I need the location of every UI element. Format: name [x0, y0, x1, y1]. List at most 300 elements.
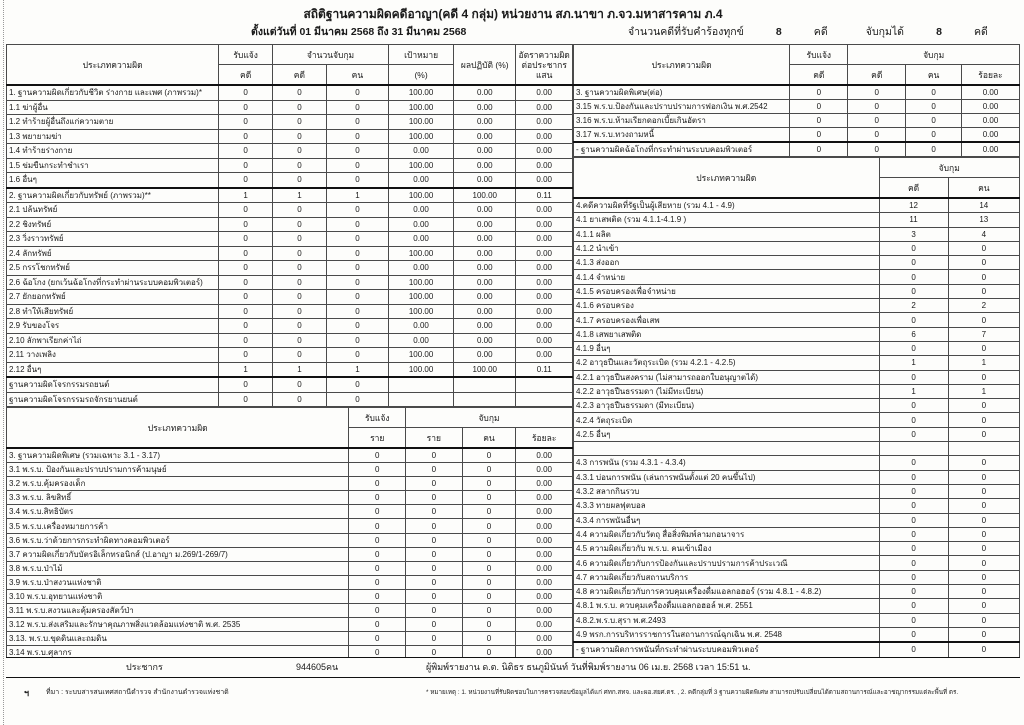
value-cell: 0.00	[389, 333, 454, 348]
offense-label-cell: 4.1 ยาเสพติด (รวม 4.1.1-4.1.9 )	[574, 213, 880, 227]
population-label: ประชากร	[126, 662, 163, 672]
value-cell: 0	[879, 270, 948, 284]
value-cell: 0	[879, 370, 948, 384]
offense-label-cell: 3.11 พ.ร.บ.สงวนและคุ้มครองสัตว์ป่า	[7, 604, 349, 618]
value-cell: 0.00	[516, 173, 573, 188]
arrested-cases-label: จับกุมได้	[865, 26, 904, 38]
value-cell: 0	[790, 100, 848, 114]
offense-label-cell: 4.9 พรก.การบริหารราชการในสถานการณ์ฉุกเฉิน พ.ศ. 2548	[574, 627, 880, 642]
table-row	[574, 313, 1020, 327]
value-cell: 100.00	[454, 188, 516, 203]
value-cell: 0	[948, 570, 1019, 584]
offense-label-cell: 4.2 อาวุธปืนและวัตถุระเบิด (รวม 4.2.1 - 4.2.5)	[574, 356, 880, 370]
value-cell: 0.00	[454, 173, 516, 188]
value-cell: 0	[879, 256, 948, 270]
value-cell: 0	[349, 604, 406, 618]
value-cell: 0	[462, 561, 516, 575]
value-cell: 2	[879, 299, 948, 313]
value-cell: 0	[906, 100, 962, 114]
value-cell: 1	[273, 188, 327, 203]
value-cell	[516, 392, 573, 407]
value-cell: 0.00	[516, 519, 573, 533]
value-cell: 0	[219, 348, 273, 363]
value-cell: 0	[406, 547, 463, 561]
offense-label-cell: 2.4 ลักทรัพย์	[7, 246, 219, 261]
value-cell: 0	[326, 246, 388, 261]
table-row	[574, 128, 1020, 143]
table-row	[574, 456, 1020, 470]
value-cell: 0.00	[516, 618, 573, 632]
table-row	[574, 284, 1020, 298]
value-cell: 0	[462, 463, 516, 477]
value-cell: 0.00	[389, 203, 454, 218]
value-cell: 0	[948, 513, 1019, 527]
value-cell: 0	[948, 470, 1019, 484]
value-cell: 0.00	[454, 100, 516, 115]
value-cell: 0	[219, 144, 273, 159]
value-cell: 0	[273, 392, 327, 407]
value-cell: 0.00	[516, 85, 573, 100]
value-cell: 1	[326, 362, 388, 377]
value-cell: 0	[219, 392, 273, 407]
offense-label-cell: 2.9 รับของโจร	[7, 319, 219, 334]
value-cell: 0	[406, 533, 463, 547]
value-cell: 0	[948, 413, 1019, 427]
value-cell	[389, 392, 454, 407]
table-row	[574, 499, 1020, 513]
table-row	[7, 589, 573, 603]
value-cell: 0	[406, 646, 463, 657]
col-reported-group: รับแจ้ง	[349, 408, 406, 428]
offense-label-cell: 4.2.5 อื่นๆ	[574, 427, 880, 441]
offense-label-cell: 3.7 ความผิดเกี่ยวกับบัตรอิเล็กทรอนิกส์ (ป.อาญา ม.269/1-269/7)	[7, 547, 349, 561]
offense-label-cell: 3.12 พ.ร.บ.ส่งเสริมและรักษาคุณภาพสิ่งแวดล้อมแห่งชาติ พ.ศ. 2535	[7, 618, 349, 632]
value-cell: 0	[948, 399, 1019, 413]
offense-rows-life-property	[7, 85, 573, 407]
value-cell: 0	[848, 114, 906, 128]
offense-label-cell: 4.1.3 ส่งออก	[574, 256, 880, 270]
value-cell: 0	[948, 613, 1019, 627]
value-cell: 4	[948, 227, 1019, 241]
subcol-arrest-count: ราย	[406, 428, 463, 449]
value-cell: 0.00	[516, 477, 573, 491]
remark-note: * หมายเหตุ : 1. หน่วยงานที่รับผิดชอบในการตรวจสอบข้อมูลได้แก่ ศทก.สทจ. และผอ.สยศ.ตร. , 2. คดีกลุ่มที่ 3 ฐานความผิดพิเศษ สามารถปรับเปลี่ยนได้ตามสถานการณ์และอาชญากรรมแต่ละพื้นที่ ตร.	[426, 689, 959, 696]
value-cell: 0	[273, 100, 327, 115]
table-row	[7, 203, 573, 218]
table-row	[574, 384, 1020, 398]
value-cell: 0	[326, 290, 388, 305]
subcol-reported-count: ราย	[349, 428, 406, 449]
offense-label-cell: 3.2 พ.ร.บ.คุ้มครองเด็ก	[7, 477, 349, 491]
value-cell: 0.00	[389, 319, 454, 334]
value-cell: 1	[326, 188, 388, 203]
value-cell: 0	[948, 484, 1019, 498]
value-cell: 0.00	[454, 304, 516, 319]
offense-label-cell: 3.10 พ.ร.บ.อุทยานแห่งชาติ	[7, 589, 349, 603]
value-cell: 100.00	[389, 100, 454, 115]
value-cell: 0	[273, 333, 327, 348]
table-row	[7, 275, 573, 290]
table-row	[7, 463, 573, 477]
col-arrest-group: จำนวนจับกุม	[273, 45, 389, 65]
value-cell: 0	[273, 232, 327, 247]
col-arrest-group: จับกุม	[848, 45, 1020, 65]
value-cell: 0	[879, 642, 948, 657]
value-cell: 0.00	[962, 85, 1020, 100]
value-cell: 0	[462, 448, 516, 463]
value-cell: 100.00	[389, 275, 454, 290]
value-cell: 0	[406, 463, 463, 477]
value-cell: 0	[273, 246, 327, 261]
value-cell: 0	[219, 85, 273, 100]
value-cell: 0	[879, 284, 948, 298]
value-cell: 1	[879, 356, 948, 370]
col-offense-type: ประเภทความผิด	[7, 408, 349, 449]
value-cell: 0	[879, 542, 948, 556]
value-cell: 0.00	[516, 217, 573, 232]
value-cell: 0	[462, 618, 516, 632]
value-cell: 0	[462, 589, 516, 603]
offense-label-cell: 2.12 อื่นๆ	[7, 362, 219, 377]
value-cell: 0	[948, 256, 1019, 270]
subcol-cases: คดี	[790, 65, 848, 86]
table-row	[574, 356, 1020, 370]
value-cell: 0.00	[962, 142, 1020, 157]
value-cell: 0	[948, 499, 1019, 513]
value-cell: 0	[219, 275, 273, 290]
offense-label-cell: 2.3 วิ่งราวทรัพย์	[7, 232, 219, 247]
value-cell: 0	[879, 341, 948, 355]
table-row	[574, 585, 1020, 599]
value-cell: 0	[848, 128, 906, 143]
value-cell: 0.00	[962, 128, 1020, 143]
offense-label-cell: 4.4 ความผิดเกี่ยวกับวัตถุ สื่อสิ่งพิมพ์ลามกอนาจาร	[574, 527, 880, 541]
value-cell: 0.00	[516, 232, 573, 247]
value-cell: 0	[948, 627, 1019, 642]
subtitle-row	[6, 25, 1020, 40]
col-reported-group: รับแจ้ง	[219, 45, 273, 65]
subcol-persons: คน	[948, 178, 1019, 199]
table-row	[574, 85, 1020, 100]
received-cases-label: จำนวนคดีที่รับคำร้องทุกข์	[627, 26, 744, 38]
value-cell: 0	[948, 599, 1019, 613]
table-row	[574, 270, 1020, 284]
table-row	[7, 491, 573, 505]
value-cell: 0	[219, 115, 273, 130]
offense-label-cell: 4.8.1 พ.ร.บ. ควบคุมเครื่องดื่มแอลกอฮอล์ พ.ศ. 2551	[574, 599, 880, 613]
value-cell: 0	[326, 144, 388, 159]
value-cell: 100.00	[389, 158, 454, 173]
value-cell: 0	[326, 100, 388, 115]
table-row	[574, 241, 1020, 255]
value-cell: 0	[406, 505, 463, 519]
table-row	[7, 618, 573, 632]
value-cell: 0.00	[454, 85, 516, 100]
value-cell: 0	[879, 470, 948, 484]
value-cell: 0.00	[454, 246, 516, 261]
subcol-percent: ร้อยละ	[516, 428, 573, 449]
value-cell: 0.00	[454, 333, 516, 348]
value-cell: 0	[326, 173, 388, 188]
value-cell: 0	[948, 284, 1019, 298]
value-cell: 0.00	[389, 217, 454, 232]
value-cell: 0	[879, 456, 948, 470]
value-cell: 0	[948, 370, 1019, 384]
value-cell	[516, 377, 573, 392]
value-cell: 0	[879, 484, 948, 498]
value-cell: 0	[879, 313, 948, 327]
table-row	[7, 304, 573, 319]
value-cell: 0	[349, 519, 406, 533]
value-cell: 0	[219, 261, 273, 276]
table-row	[7, 575, 573, 589]
table-row	[7, 533, 573, 547]
value-cell: 0	[790, 85, 848, 100]
value-cell: 0	[879, 499, 948, 513]
value-cell: 0	[273, 173, 327, 188]
value-cell: 0	[326, 158, 388, 173]
offense-label-cell: 1.3 พยายามฆ่า	[7, 129, 219, 144]
value-cell: 1	[948, 384, 1019, 398]
value-cell: 0.00	[454, 261, 516, 276]
offense-label-cell: ฐานความผิดโจรกรรมรถจักรยานยนต์	[7, 392, 219, 407]
value-cell: 0	[948, 542, 1019, 556]
value-cell: 0	[326, 319, 388, 334]
value-cell: 1	[273, 362, 327, 377]
value-cell	[948, 442, 1019, 456]
value-cell: 0	[948, 241, 1019, 255]
value-cell: 0	[273, 348, 327, 363]
source-note: ที่มา : ระบบสารสนเทศสถานีตำรวจ สำนักงานตำรวจแห่งชาติ	[46, 689, 229, 696]
table-row	[7, 646, 573, 657]
value-cell	[879, 442, 948, 456]
value-cell: 0	[406, 477, 463, 491]
table-row	[7, 448, 573, 463]
table-row	[574, 256, 1020, 270]
offense-label-cell: 2. ฐานความผิดเกี่ยวกับทรัพย์ (ภาพรวม)**	[7, 188, 219, 203]
table-row	[574, 227, 1020, 241]
value-cell: 0	[349, 505, 406, 519]
offense-label-cell: - ฐานความผิดฉ้อโกงที่กระทำผ่านระบบคอมพิวเตอร์	[574, 142, 790, 157]
value-cell: 0	[326, 85, 388, 100]
offense-label-cell: 3.1 พ.ร.บ. ป้องกันและปราบปรามการค้ามนุษย์	[7, 463, 349, 477]
table-row	[7, 115, 573, 130]
value-cell: 0	[326, 275, 388, 290]
value-cell: 0	[906, 128, 962, 143]
table-row	[574, 413, 1020, 427]
table-row	[574, 114, 1020, 128]
value-cell: 0.00	[516, 561, 573, 575]
table-row	[7, 348, 573, 363]
offense-label-cell: 1.6 อื่นๆ	[7, 173, 219, 188]
offense-label-cell: 4.3.2 สลากกินรวบ	[574, 484, 880, 498]
table-row	[574, 427, 1020, 441]
value-cell: 0	[406, 618, 463, 632]
value-cell: 0.00	[516, 319, 573, 334]
offense-label-cell: 1. ฐานความผิดเกี่ยวกับชีวิต ร่างกาย และเพศ (ภาพรวม)*	[7, 85, 219, 100]
value-cell: 0	[326, 333, 388, 348]
offense-label-cell: 4.2.1 อาวุธปืนสงคราม (ไม่สามารถออกใบอนุญาตได้)	[574, 370, 880, 384]
value-cell: 0	[462, 477, 516, 491]
subcol-cases: คดี	[273, 65, 327, 86]
offense-label-cell: 1.1 ฆ่าผู้อื่น	[7, 100, 219, 115]
value-cell: 3	[879, 227, 948, 241]
subcol-cases: คดี	[219, 65, 273, 86]
value-cell: 0	[848, 142, 906, 157]
value-cell: 0	[349, 477, 406, 491]
value-cell: 0	[219, 377, 273, 392]
value-cell: 0.00	[516, 348, 573, 363]
offense-label-cell: 3.17 พ.ร.บ.ทวงถามหนี้	[574, 128, 790, 143]
offense-label-cell: 1.4 ทำร้ายร่างกาย	[7, 144, 219, 159]
table-row	[574, 213, 1020, 227]
offense-label-cell: 3.13. พ.ร.บ.ขุดดินและถมดิน	[7, 632, 349, 646]
offense-label-cell: 4.2.4 วัตถุระเบิด	[574, 413, 880, 427]
table-row	[574, 327, 1020, 341]
value-cell: 0	[948, 456, 1019, 470]
table-row	[574, 599, 1020, 613]
table-row	[574, 570, 1020, 584]
value-cell: 0	[326, 261, 388, 276]
value-cell: 0	[879, 241, 948, 255]
value-cell: 0	[406, 632, 463, 646]
table-row	[574, 627, 1020, 642]
value-cell: 0	[906, 142, 962, 157]
value-cell: 0	[406, 519, 463, 533]
offense-label-cell: 2.11 วางเพลิง	[7, 348, 219, 363]
col-result-pct: ผลปฏิบัติ (%)	[454, 45, 516, 86]
value-cell: 0.00	[454, 319, 516, 334]
table-row	[7, 246, 573, 261]
value-cell: 0	[948, 341, 1019, 355]
value-cell: 0	[349, 646, 406, 657]
table-row	[574, 442, 1020, 456]
offense-label-cell: 3.4 พ.ร.บ.สิทธิบัตร	[7, 505, 349, 519]
source-marker: ฯ	[24, 688, 30, 698]
value-cell: 0.00	[454, 203, 516, 218]
value-cell: 0.00	[516, 115, 573, 130]
value-cell: 0	[273, 319, 327, 334]
value-cell: 0	[349, 491, 406, 505]
value-cell: 0	[219, 290, 273, 305]
footnotes	[6, 678, 1020, 708]
table-row	[7, 547, 573, 561]
value-cell: 0	[349, 533, 406, 547]
value-cell: 0	[349, 463, 406, 477]
value-cell: 0	[273, 203, 327, 218]
offense-label-cell: 4.1.6 ครอบครอง	[574, 299, 880, 313]
value-cell: 100.00	[389, 188, 454, 203]
value-cell: 0	[273, 261, 327, 276]
subcol-persons: คน	[906, 65, 962, 86]
value-cell: 0	[273, 217, 327, 232]
tables-area	[6, 44, 1020, 657]
value-cell: 0	[349, 618, 406, 632]
value-cell	[454, 392, 516, 407]
value-cell: 0.00	[516, 547, 573, 561]
arrested-cases-value: 8	[936, 26, 942, 38]
value-cell: 0	[273, 275, 327, 290]
col-target-group: เป้าหมาย	[389, 45, 454, 65]
value-cell: 0.00	[454, 129, 516, 144]
table-row	[7, 319, 573, 334]
col-offense-type: ประเภทความผิด	[574, 158, 880, 199]
value-cell: 0	[462, 491, 516, 505]
value-cell: 0	[326, 377, 388, 392]
table-row	[7, 604, 573, 618]
value-cell: 0	[349, 589, 406, 603]
value-cell: 0	[790, 114, 848, 128]
value-cell: 0	[790, 142, 848, 157]
value-cell: 0	[326, 304, 388, 319]
value-cell: 0	[219, 333, 273, 348]
value-cell: 0	[326, 129, 388, 144]
table-row	[7, 333, 573, 348]
table-row	[7, 100, 573, 115]
offense-label-cell: 2.10 ลักพาเรียกค่าไถ่	[7, 333, 219, 348]
value-cell: 1	[879, 384, 948, 398]
table-row	[7, 377, 573, 392]
value-cell: 0	[326, 348, 388, 363]
value-cell: 0	[406, 575, 463, 589]
value-cell: 0	[462, 547, 516, 561]
value-cell: 0.00	[389, 232, 454, 247]
value-cell: 0	[219, 232, 273, 247]
value-cell: 0.00	[389, 173, 454, 188]
table-row	[7, 217, 573, 232]
offense-label-cell: 4.1.4 จำหน่าย	[574, 270, 880, 284]
offense-label-cell: 4.2.2 อาวุธปืนธรรมดา (ไม่มีทะเบียน)	[574, 384, 880, 398]
value-cell: 0.00	[516, 589, 573, 603]
value-cell: 0.00	[516, 261, 573, 276]
value-cell: 0.00	[516, 129, 573, 144]
value-cell: 14	[948, 198, 1019, 213]
table-row	[574, 299, 1020, 313]
offense-label-cell: 3.8 พ.ร.บ.ป่าไม้	[7, 561, 349, 575]
value-cell: 12	[879, 198, 948, 213]
offense-label-cell: 4.คดีความผิดที่รัฐเป็นผู้เสียหาย (รวม 4.1 - 4.9)	[574, 198, 880, 213]
value-cell: 0	[349, 575, 406, 589]
offense-label-cell: 1.5 ข่มขืนกระทำชำเรา	[7, 158, 219, 173]
value-cell: 0.11	[516, 362, 573, 377]
table-row	[574, 527, 1020, 541]
value-cell: 0	[273, 144, 327, 159]
offense-label-cell: 4.2.3 อาวุธปืนธรรมดา (มีทะเบียน)	[574, 399, 880, 413]
table-row	[574, 198, 1020, 213]
value-cell: 1	[219, 362, 273, 377]
value-cell: 0	[219, 100, 273, 115]
subcol-cases: คดี	[848, 65, 906, 86]
offense-label-cell: 4.1.8 เสพยาเสพติด	[574, 327, 880, 341]
value-cell: 100.00	[389, 129, 454, 144]
value-cell: 0.00	[516, 604, 573, 618]
table-row	[7, 158, 573, 173]
value-cell: 0	[948, 642, 1019, 657]
value-cell: 0.00	[389, 261, 454, 276]
value-cell: 0	[879, 427, 948, 441]
value-cell: 0.00	[516, 491, 573, 505]
offense-label-cell: 3.6 พ.ร.บ.ว่าด้วยการกระทำผิดทางคอมพิวเตอร์	[7, 533, 349, 547]
value-cell: 0.00	[454, 115, 516, 130]
col-offense-type: ประเภทความผิด	[7, 45, 219, 86]
offense-label-cell: 4.7 ความผิดเกี่ยวกับสถานบริการ	[574, 570, 880, 584]
value-cell: 0	[848, 100, 906, 114]
offense-label-cell: 4.8 ความผิดเกี่ยวกับการควบคุมเครื่องดื่มแอลกอฮอร์ (รวม 4.8.1 - 4.8.2)	[574, 585, 880, 599]
offense-label-cell: 4.1.2 นำเข้า	[574, 241, 880, 255]
offense-label-cell	[574, 442, 880, 456]
value-cell: 0.00	[454, 275, 516, 290]
value-cell: 0	[906, 85, 962, 100]
